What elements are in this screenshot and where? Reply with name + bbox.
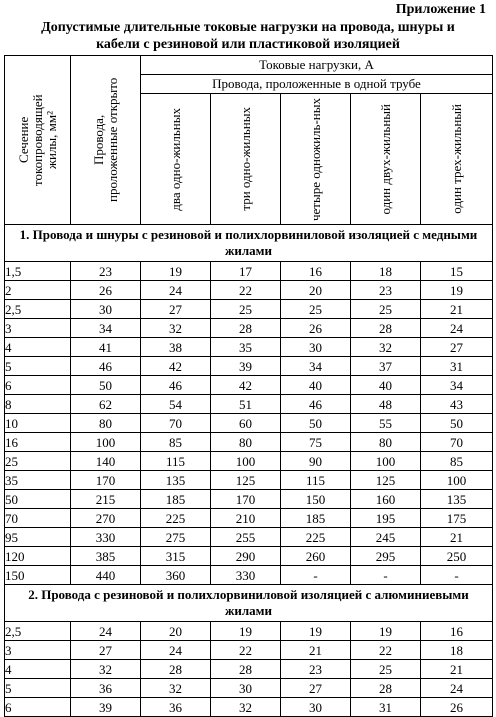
cell-value: 24: [141, 641, 211, 660]
table-row: [5, 698, 493, 717]
section-2-header: [5, 585, 493, 622]
cell-value: 34: [281, 357, 351, 376]
cell-value: 24: [71, 622, 141, 641]
cell-value: 315: [141, 547, 211, 566]
cell-value: 255: [211, 528, 281, 547]
cell-value: 70: [421, 433, 493, 452]
table-row: [5, 471, 493, 490]
cell-value: 34: [421, 376, 493, 395]
cell-value: 32: [141, 679, 211, 698]
cell-value: 250: [421, 547, 493, 566]
cell-value: 37: [351, 357, 421, 376]
cell-value: 245: [351, 528, 421, 547]
cell-cross-section: 2,5: [5, 300, 71, 319]
cell-value: 18: [351, 262, 421, 281]
cell-value: 185: [281, 509, 351, 528]
cell-value: 185: [141, 490, 211, 509]
cell-cross-section: 150: [5, 566, 71, 585]
cell-value: 60: [211, 414, 281, 433]
cell-cross-section: 16: [5, 433, 71, 452]
cell-value: 70: [141, 414, 211, 433]
table-row: [5, 566, 493, 585]
cell-value: 115: [281, 471, 351, 490]
cell-cross-section: 50: [5, 490, 71, 509]
cell-value: 225: [141, 509, 211, 528]
header-sub-col: [351, 94, 421, 225]
cell-value: 26: [281, 319, 351, 338]
cell-value: 80: [351, 433, 421, 452]
cell-value: 160: [351, 490, 421, 509]
cell-value: 140: [71, 452, 141, 471]
table-row: [5, 622, 493, 641]
cell-value: 125: [211, 471, 281, 490]
table-row: [5, 547, 493, 566]
cell-value: 150: [281, 490, 351, 509]
cell-value: 30: [281, 338, 351, 357]
cell-cross-section: 5: [5, 357, 71, 376]
cell-value: 100: [211, 452, 281, 471]
cell-value: 100: [351, 452, 421, 471]
table-row: [5, 338, 493, 357]
table-row: [5, 509, 493, 528]
cell-value: 27: [71, 641, 141, 660]
cell-value: 385: [71, 547, 141, 566]
cell-value: 135: [421, 490, 493, 509]
cell-cross-section: 3: [5, 319, 71, 338]
header-section-col: [5, 56, 71, 225]
cell-value: 19: [141, 262, 211, 281]
cell-value: 80: [211, 433, 281, 452]
cell-value: 39: [211, 357, 281, 376]
cell-value: 16: [281, 262, 351, 281]
cell-cross-section: 25: [5, 452, 71, 471]
cell-value: 26: [421, 698, 493, 717]
table-row: [5, 300, 493, 319]
cell-value: 295: [351, 547, 421, 566]
cell-value: 38: [141, 338, 211, 357]
cell-value: 20: [281, 281, 351, 300]
cell-cross-section: 1,5: [5, 262, 71, 281]
section-2-title: 2. Провода с резиновой и полихлорвиниловой изоляцией с алюминиевыми жилами: [5, 585, 493, 622]
cell-value: 330: [211, 566, 281, 585]
cell-value: 24: [141, 281, 211, 300]
header-sub-text: один двух-жильный: [377, 103, 393, 215]
cell-value: 85: [141, 433, 211, 452]
table-row: [5, 357, 493, 376]
cell-value: -: [351, 566, 421, 585]
header-sub-col: [141, 94, 211, 225]
document-title: [0, 19, 496, 53]
header-sub-text: четыре одножиль-ных: [307, 97, 323, 221]
cell-value: 25: [351, 300, 421, 319]
cell-cross-section: 5: [5, 679, 71, 698]
title-line-2: кабели с резиновой или пластиковой изоляцией: [96, 37, 400, 52]
cell-value: 175: [421, 509, 493, 528]
cell-value: 225: [281, 528, 351, 547]
table-row: [5, 262, 493, 281]
cell-value: 195: [351, 509, 421, 528]
cell-cross-section: 4: [5, 660, 71, 679]
cell-value: 50: [71, 376, 141, 395]
cell-cross-section: 70: [5, 509, 71, 528]
cell-value: 26: [71, 281, 141, 300]
cell-value: 32: [351, 338, 421, 357]
cell-value: 22: [211, 641, 281, 660]
header-section-text: Сечение токопроводящей жилы, мм²: [15, 94, 59, 186]
section-1-rows: [5, 262, 493, 585]
cell-value: 75: [281, 433, 351, 452]
cell-value: 50: [421, 414, 493, 433]
table-row: [5, 660, 493, 679]
cell-value: 170: [211, 490, 281, 509]
cell-value: 290: [211, 547, 281, 566]
cell-value: 55: [351, 414, 421, 433]
cell-value: 25: [351, 660, 421, 679]
cell-value: 46: [281, 395, 351, 414]
table-row: [5, 414, 493, 433]
header-open-text: Провода, проложенные открыто: [90, 77, 120, 203]
cell-value: 40: [351, 376, 421, 395]
appendix-label: Приложение 1: [395, 2, 486, 17]
cell-value: 125: [351, 471, 421, 490]
cell-value: 30: [211, 679, 281, 698]
cell-cross-section: 6: [5, 698, 71, 717]
table-body: [5, 225, 493, 262]
cell-cross-section: 3: [5, 641, 71, 660]
cell-value: 39: [71, 698, 141, 717]
cell-value: 46: [141, 376, 211, 395]
cell-value: 90: [281, 452, 351, 471]
table-row: [5, 641, 493, 660]
header-open-col: [71, 56, 141, 225]
header-sub-col: [421, 94, 493, 225]
cell-value: 30: [71, 300, 141, 319]
cell-value: 270: [71, 509, 141, 528]
cell-value: 19: [421, 281, 493, 300]
cell-value: 330: [71, 528, 141, 547]
header-sub-text: два одно-жильных: [167, 107, 183, 211]
cell-value: 21: [281, 641, 351, 660]
cell-value: 19: [211, 622, 281, 641]
table-row: [5, 319, 493, 338]
cell-value: 135: [141, 471, 211, 490]
table-row: [5, 281, 493, 300]
cell-value: 20: [141, 622, 211, 641]
cell-value: 16: [421, 622, 493, 641]
cell-value: 36: [141, 698, 211, 717]
cell-value: 31: [351, 698, 421, 717]
header-sub-text: три одно-жильных: [237, 107, 253, 211]
cell-value: 17: [211, 262, 281, 281]
cell-cross-section: 6: [5, 376, 71, 395]
cell-value: 31: [421, 357, 493, 376]
cell-value: 25: [211, 300, 281, 319]
cell-value: 35: [211, 338, 281, 357]
header-current-loads: Токовые нагрузки, А: [141, 56, 493, 75]
cell-cross-section: 95: [5, 528, 71, 547]
header-sub-col: [211, 94, 281, 225]
cell-value: 48: [351, 395, 421, 414]
cell-value: 34: [71, 319, 141, 338]
cell-value: 28: [211, 319, 281, 338]
cell-value: 440: [71, 566, 141, 585]
cell-value: 22: [211, 281, 281, 300]
cell-value: 215: [71, 490, 141, 509]
current-load-table: [4, 55, 493, 717]
cell-value: 100: [71, 433, 141, 452]
table-row: [5, 376, 493, 395]
cell-value: 260: [281, 547, 351, 566]
cell-cross-section: 2: [5, 281, 71, 300]
cell-value: 42: [141, 357, 211, 376]
cell-value: 170: [71, 471, 141, 490]
cell-value: -: [281, 566, 351, 585]
cell-value: 24: [421, 679, 493, 698]
cell-value: 40: [281, 376, 351, 395]
cell-value: 54: [141, 395, 211, 414]
cell-value: 46: [71, 357, 141, 376]
cell-value: 21: [421, 660, 493, 679]
cell-value: 210: [211, 509, 281, 528]
cell-value: 275: [141, 528, 211, 547]
cell-value: 51: [211, 395, 281, 414]
cell-value: 36: [71, 679, 141, 698]
cell-value: 100: [421, 471, 493, 490]
table-row: [5, 490, 493, 509]
cell-value: 32: [211, 698, 281, 717]
title-line-1: Допустимые длительные токовые нагрузки на провода, шнуры и: [41, 20, 455, 35]
cell-value: -: [421, 566, 493, 585]
cell-value: 80: [71, 414, 141, 433]
section-1-title: 1. Провода и шнуры с резиновой и полихлорвиниловой изоляцией с медными жилами: [5, 225, 493, 262]
section-2-rows: [5, 622, 493, 717]
cell-value: 23: [281, 660, 351, 679]
header-sub-col: [281, 94, 351, 225]
cell-value: 21: [421, 528, 493, 547]
cell-value: 28: [351, 679, 421, 698]
header-sub-text: один трех-жильный: [448, 104, 464, 214]
cell-value: 23: [351, 281, 421, 300]
cell-value: 32: [141, 319, 211, 338]
table-row: [5, 395, 493, 414]
cell-value: 25: [281, 300, 351, 319]
cell-value: 21: [421, 300, 493, 319]
cell-value: 85: [421, 452, 493, 471]
cell-value: 18: [421, 641, 493, 660]
cell-cross-section: 120: [5, 547, 71, 566]
cell-value: 28: [351, 319, 421, 338]
cell-value: 50: [281, 414, 351, 433]
cell-value: 30: [281, 698, 351, 717]
cell-value: 41: [71, 338, 141, 357]
cell-value: 28: [141, 660, 211, 679]
cell-value: 62: [71, 395, 141, 414]
cell-cross-section: 35: [5, 471, 71, 490]
header-in-pipe: Провода, проложенные в одной трубе: [141, 75, 493, 94]
cell-value: 22: [351, 641, 421, 660]
cell-value: 27: [141, 300, 211, 319]
cell-value: 28: [211, 660, 281, 679]
cell-cross-section: 10: [5, 414, 71, 433]
cell-value: 23: [71, 262, 141, 281]
cell-value: 360: [141, 566, 211, 585]
cell-cross-section: 8: [5, 395, 71, 414]
cell-value: 42: [211, 376, 281, 395]
cell-value: 43: [421, 395, 493, 414]
cell-value: 115: [141, 452, 211, 471]
cell-value: 19: [351, 622, 421, 641]
table-row: [5, 433, 493, 452]
cell-cross-section: 4: [5, 338, 71, 357]
cell-value: 15: [421, 262, 493, 281]
cell-value: 19: [281, 622, 351, 641]
cell-cross-section: 2,5: [5, 622, 71, 641]
table-row: [5, 528, 493, 547]
cell-value: 27: [421, 338, 493, 357]
cell-value: 24: [421, 319, 493, 338]
cell-value: 27: [281, 679, 351, 698]
table-row: [5, 452, 493, 471]
cell-value: 32: [71, 660, 141, 679]
